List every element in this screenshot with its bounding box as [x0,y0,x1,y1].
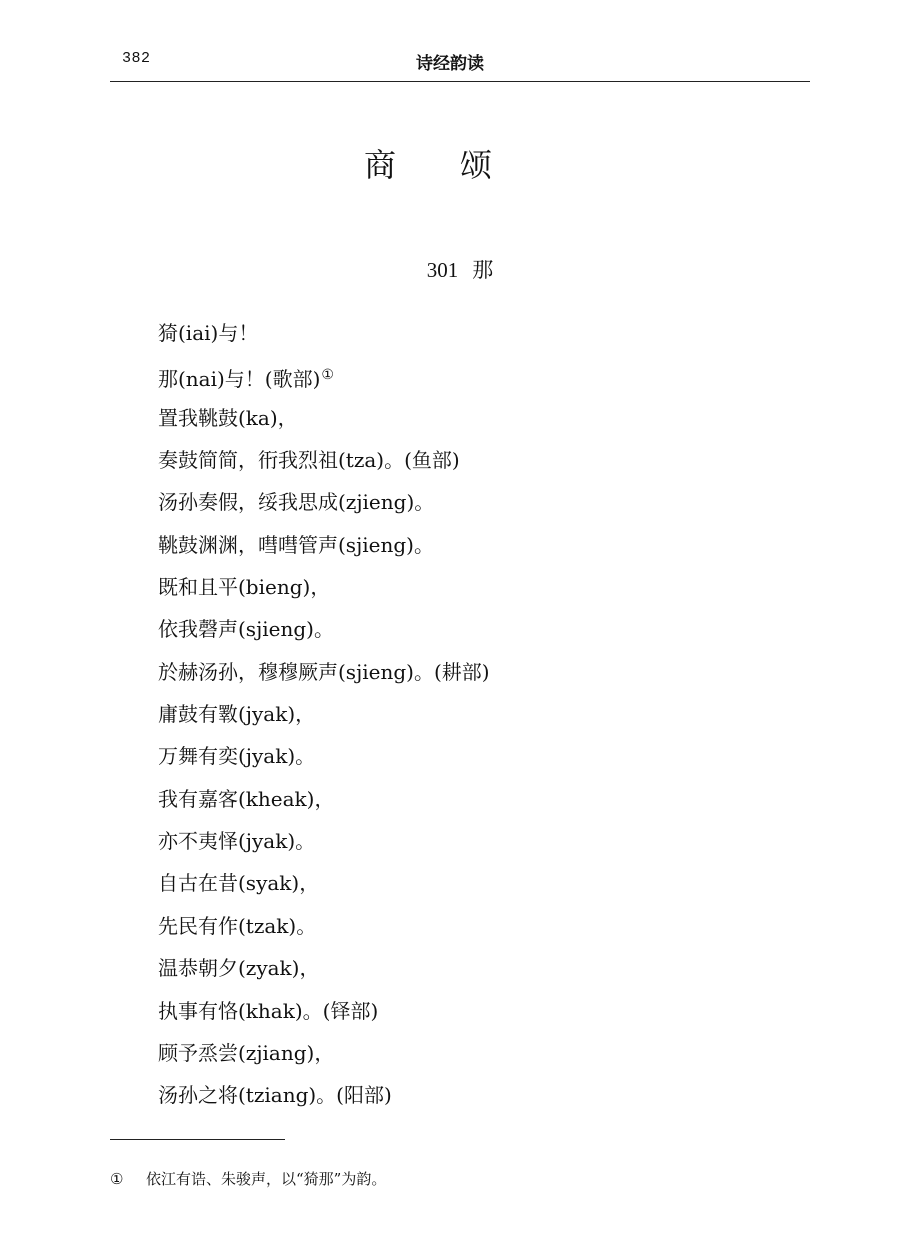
running-title: 诗经韵读 [416,54,484,74]
poem-line: 自古在昔(syak)， [158,871,320,896]
footnote-text: 依江有诰、朱骏声，以“猗那”为韵。 [146,1170,387,1188]
poem-line: 温恭朝夕(zyak)， [158,956,320,981]
poem-line: 於赫汤孙，穆穆厥声(sjieng)。(耕部) [158,659,490,684]
poem-line: 依我磬声(sjieng)。 [158,617,334,642]
poem-line: 亦不夷怿(jyak)。 [158,829,316,854]
poem-line: 万舞有奕(jyak)。 [158,744,316,769]
footnote-marker: ① [321,367,334,384]
poem-line: 庸鼓有斁(jyak)， [158,702,316,727]
poem-line: 既和且平(bieng)， [158,575,331,600]
poem-lines [158,312,490,1117]
poem-line: 猗(iai)与！ [158,321,259,345]
poem-title: 那 [472,258,494,282]
footnote-rule [110,1139,285,1140]
poem-heading [0,255,900,285]
poem-line: 汤孙之将(tziang)。(阳部) [158,1083,392,1108]
poem-line: 先民有作(tzak)。 [158,913,317,938]
poem-line: 顾予烝尝(zjiang)， [158,1040,335,1065]
poem-line: 我有嘉客(kheak)， [158,786,335,811]
page-number: 382 [122,50,151,67]
poem-line: 那(nai)与！(歌部)① [158,367,334,392]
header-rule [110,81,810,82]
poem-line: 奏鼓简简，衎我烈祖(tza)。(鱼部) [158,448,460,473]
poem-line: 鞉鼓渊渊，嘒嘒管声(sjieng)。 [158,532,434,557]
section-title: 商颂 [363,146,556,184]
footnote-number: ① [110,1170,124,1188]
poem-line: 执事有恪(khak)。(铎部) [158,998,379,1023]
poem-number: 301 [426,258,459,282]
footnote [110,1168,386,1189]
poem-line: 汤孙奏假，绥我思成(zjieng)。 [158,490,435,515]
poem-line: 置我鞉鼓(ka)， [158,405,298,430]
